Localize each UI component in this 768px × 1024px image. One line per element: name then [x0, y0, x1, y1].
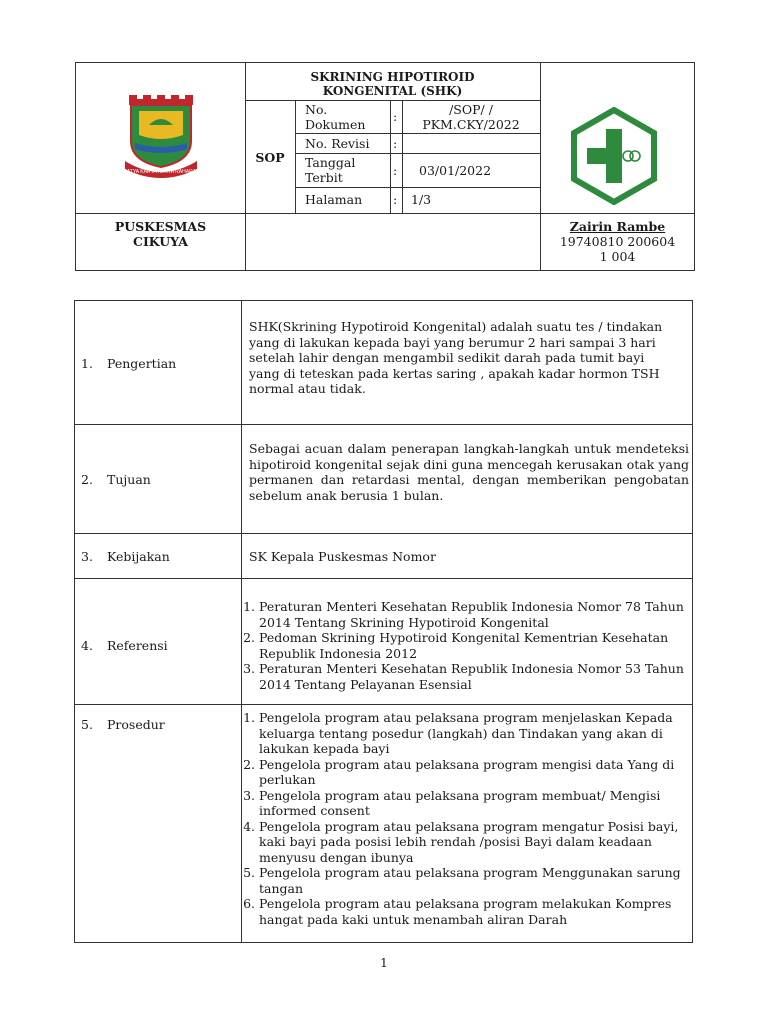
section-title: Referensi [107, 638, 168, 653]
list-item: 1. Peraturan Menteri Kesehatan Republik Indonesia Nomor 78 Tahun 2014 Tentang Skrining Hypotiroid Kongenital [259, 599, 689, 630]
doc-number-label: No. Dokumen [305, 102, 366, 132]
list-item: 2. Pedoman Skrining Hypotiroid Kongenital Kementrian Kesehatan Republik Indonesia 2012 [259, 630, 689, 661]
issue-date-label: Tanggal Terbit [305, 155, 356, 185]
title-line-2: KONGENITAL (SHK) [322, 84, 463, 98]
divider [75, 424, 692, 425]
title-line-1: SKRINING HIPOTIROID [310, 70, 475, 84]
list-item: 5. Pengelola program atau pelaksana program Menggunakan sarung tangan [259, 865, 689, 896]
divider [75, 704, 692, 705]
signer-block [540, 219, 695, 264]
list-item: 3. Peraturan Menteri Kesehatan Republik Indonesia Nomor 53 Tahun 2014 Tentang Pelayanan Esensial [259, 661, 689, 692]
section-text-tujuan: Sebagai acuan dalam penerapan langkah-langkah untuk mendeteksi hipotiroid kongenital sejak dini guna mencegah kerusakan otak yang permanen dan retardasi mental, dengan memberikan pengobatan sebelum anak berusia 1 bulan. [249, 441, 689, 503]
divider [76, 213, 694, 214]
section-number: 3. [81, 549, 93, 564]
divider [295, 153, 540, 154]
regency-emblem-logo [121, 91, 201, 181]
sop-content-table [74, 300, 693, 943]
sop-label: SOP [255, 150, 285, 165]
separator: : [393, 136, 398, 151]
section-title: Tujuan [107, 472, 151, 487]
section-label-prosedur [81, 717, 165, 732]
revision-label: No. Revisi [305, 136, 370, 151]
emblem-motto: SATYA KARYA KERTA RAHARJA [123, 169, 199, 175]
divider [295, 133, 540, 134]
section-text-pengertian: SHK(Skrining Hypotiroid Kongenital) adalah suatu tes / tindakan yang di lakukan kepada bayi yang berumur 2 hari sampai 3 hari setelah lahir dengan mengambil sedikit darah pada tumit bayi yang di teteskan pada kertas saring , apakah kadar hormon TSH normal atau tidak. [249, 319, 663, 396]
section-number: 5. [81, 717, 93, 732]
document-title [245, 70, 540, 98]
org-line-1: PUSKESMAS [114, 219, 207, 234]
document-header [75, 62, 695, 271]
issue-date-value: 03/01/2022 [419, 163, 492, 178]
page-label: Halaman [305, 192, 363, 207]
separator: : [393, 109, 398, 124]
section-title: Prosedur [107, 717, 165, 732]
divider [75, 578, 692, 579]
section-number: 4. [81, 638, 93, 653]
separator: : [393, 163, 398, 178]
signer-nip-line-1: 19740810 200604 [559, 234, 676, 249]
section-number: 2. [81, 472, 93, 487]
signer-name: Zairin Rambe [569, 219, 666, 234]
section-number: 1. [81, 356, 93, 371]
divider [75, 533, 692, 534]
divider [390, 100, 391, 213]
list-item: 3. Pengelola program atau pelaksana program membuat/ Mengisi informed consent [259, 788, 689, 819]
separator: : [393, 192, 398, 207]
divider [295, 100, 296, 213]
section-text-kebijakan: SK Kepala Puskesmas Nomor [249, 549, 436, 564]
divider [245, 100, 540, 101]
list-item: 2. Pengelola program atau pelaksana program mengisi data Yang di perlukan [259, 757, 689, 788]
list-item: 1. Pengelola program atau pelaksana program menjelaskan Kepada keluarga tentang posedur (langkah) dan Tindakan yang akan di lakukan kepada bayi [259, 710, 689, 757]
puskesmas-logo [570, 107, 658, 205]
signer-nip-line-2: 1 004 [599, 249, 636, 264]
section-label-referensi [81, 638, 168, 653]
section-title: Pengertian [107, 356, 177, 371]
page-value: 1/3 [411, 192, 432, 207]
org-line-2: CIKUYA [133, 234, 188, 249]
doc-number-value: /SOP/ / PKM.CKY/2022 [422, 102, 520, 132]
divider [295, 187, 540, 188]
section-title: Kebijakan [107, 549, 170, 564]
section-list-prosedur [237, 710, 689, 927]
organization-name [76, 219, 245, 249]
list-item: 4. Pengelola program atau pelaksana program mengatur Posisi bayi, kaki bayi pada posisi lebih rendah /posisi Bayi dalam keadaan menyusu dengan ibunya [259, 819, 689, 866]
list-item: 6. Pengelola program atau pelaksana program melakukan Kompres hangat pada kaki untuk menambah aliran Darah [259, 896, 689, 927]
section-label-tujuan [81, 472, 151, 487]
section-label-pengertian [81, 356, 176, 371]
divider [402, 100, 403, 213]
section-list-referensi [237, 599, 689, 692]
page-number: 1 [380, 956, 388, 970]
section-label-kebijakan [81, 549, 170, 564]
